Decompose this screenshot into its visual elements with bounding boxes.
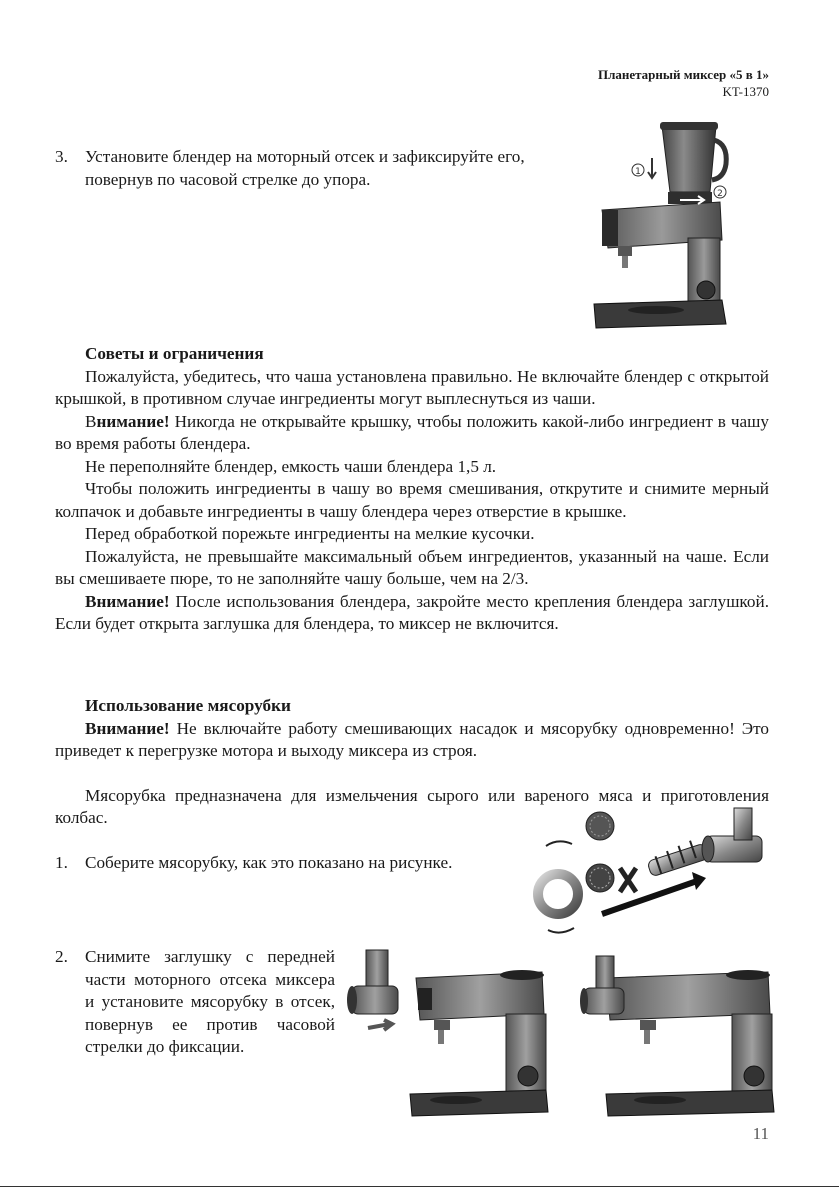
step3-number: 3. — [55, 147, 68, 166]
grinder-p1: Внимание! Не включайте работу смешивающих насадок и мясорубку одновременно! Это приведет к перегрузке мотора и выходу миксера из строя. — [55, 718, 769, 760]
page-bottom-divider — [0, 1186, 839, 1187]
ring-nut-icon — [538, 874, 578, 914]
figure-label-2: 2 — [717, 189, 723, 199]
grinder-attach-figure-after — [580, 944, 780, 1120]
tips-p4: Чтобы положить ингредиенты в чашу во время смешивания, открутите и снимите мерный колпачок и добавьте ингредиенты в чашу блендера через отверстие в крышке. — [55, 479, 769, 521]
grinder-p2: Мясорубка предназначена для измельчения сырого или вареного мяса и приготовления колбас. — [55, 785, 769, 827]
step1-text: Соберите мясорубку, как это показано на рисунке. — [85, 853, 453, 872]
grinder-housing-icon — [702, 808, 762, 862]
assembly-arrow-icon — [602, 880, 700, 914]
tips-p5: Перед обработкой порежьте ингредиенты на мелкие кусочки. — [85, 524, 535, 543]
down-arrow-icon — [648, 158, 656, 178]
auger-icon — [647, 840, 709, 877]
tips-p6: Пожалуйста, не превышайте максимальный объем ингредиентов, указанный на чаше. Если вы смешиваете пюре, то не заполняйте чашу больше, чем на 2/3. — [55, 546, 769, 588]
tips-section — [55, 343, 769, 636]
grinder-attach-figure-before — [346, 944, 556, 1120]
step2-number: 2. — [55, 947, 68, 966]
tips-p7: Внимание! После использования блендера, закройте место крепления блендера заглушкой. Если будет открыта заглушка для блендера, то миксер не включится. — [55, 591, 769, 633]
knife-icon — [620, 868, 636, 892]
tips-p3: Не переполняйте блендер, емкость чаши блендера 1,5 л. — [85, 456, 497, 476]
step1-number: 1. — [55, 853, 68, 872]
page-number: 11 — [752, 1124, 769, 1143]
step2-text: Снимите заглушку с передней части моторного отсека миксера и установите мясорубку в отсек, повернув ее против часовой стрелки до фиксации. — [85, 947, 335, 1056]
tips-heading: Советы и ограничения — [85, 344, 264, 363]
tips-p2: Внимание! Никогда не открывайте крышку, чтобы положить какой-либо ингредиент в чашу во время работы блендера. — [55, 411, 769, 453]
blender-mixer-figure — [588, 118, 738, 334]
grinder-parts-figure — [528, 802, 778, 937]
header-title: Планетарный миксер «5 в 1» — [597, 67, 769, 82]
figure-label-1: 1 — [635, 167, 641, 177]
insert-arrow-icon — [368, 1020, 392, 1030]
tips-p1: Пожалуйста, убедитесь, что чаша установлена правильно. Не включайте блендер с открытой крышкой, в противном случае ингредиенты могут выплеснуться из чаши. — [55, 366, 769, 408]
grinder-heading: Использование мясорубки — [85, 696, 291, 715]
step3-text: Установите блендер на моторный отсек и зафиксируйте его, повернув по часовой стрелке до упора. — [85, 147, 525, 189]
page-header — [598, 66, 769, 100]
header-model: KT-1370 — [722, 84, 769, 99]
